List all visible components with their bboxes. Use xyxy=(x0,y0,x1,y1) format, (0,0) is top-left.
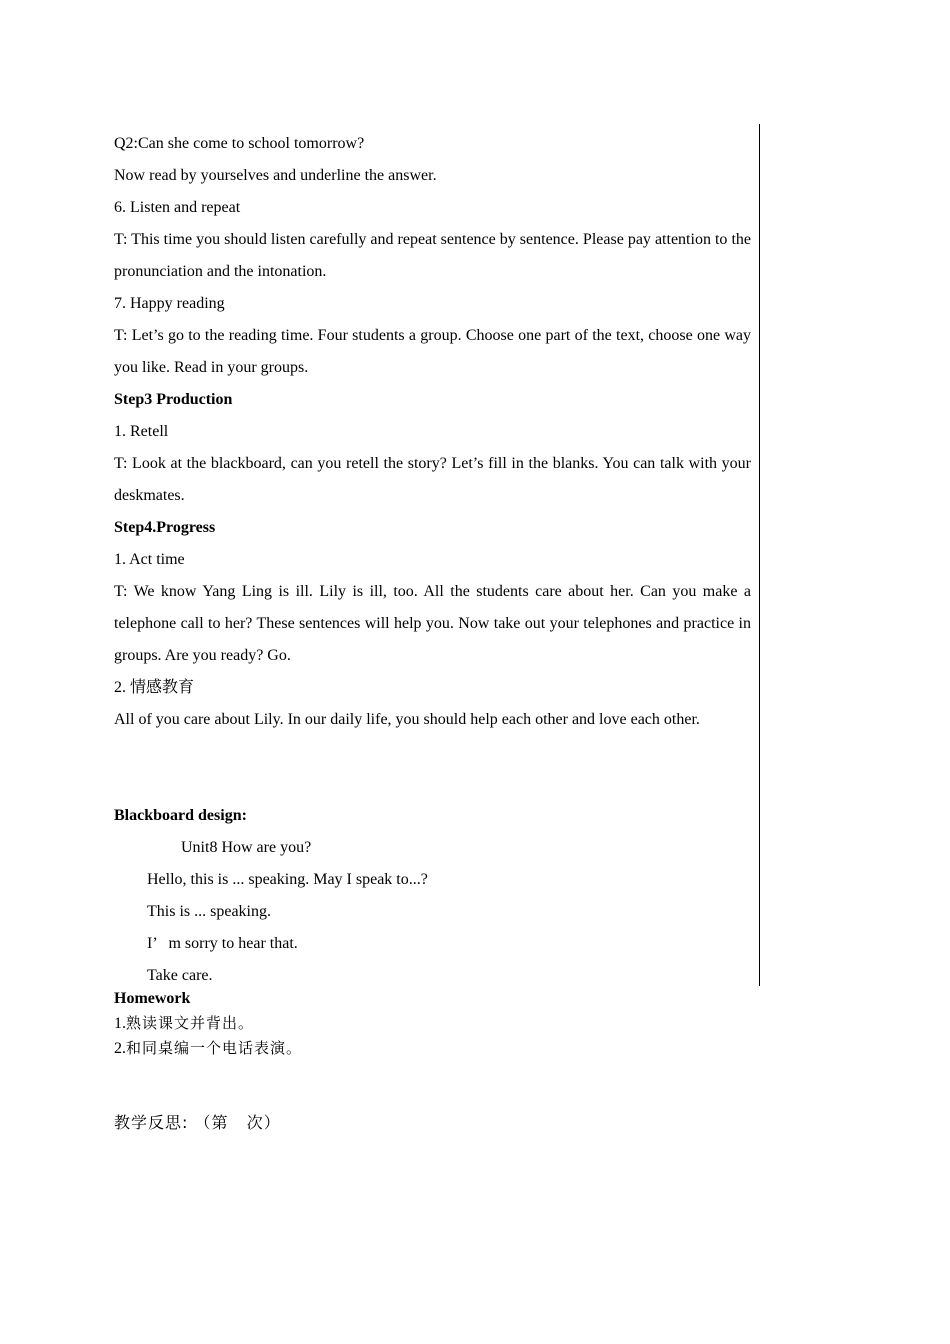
blackboard-unit-title: Unit8 How are you? xyxy=(181,839,312,856)
homework-section xyxy=(114,986,754,1061)
act-time-text: T: We know Yang Ling is ill. Lily is ill, too. All the students care about her. Can you make a telephone call to her? These sentences will help you. Now take out your telephones and practice in groups. Are you ready? Go. xyxy=(114,583,751,664)
homework-item-2 xyxy=(114,1036,754,1061)
lesson-body xyxy=(114,128,751,992)
homework-item-1 xyxy=(114,1011,754,1036)
emotion-education-title: 2. 情感教育 xyxy=(114,679,195,696)
blackboard-line: This is ... speaking. xyxy=(147,903,271,920)
emotion-education-text: All of you care about Lily. In our daily life, you should help each other and love each other. xyxy=(114,711,700,728)
blackboard-line: Hello, this is ... speaking. May I speak to...? xyxy=(147,871,428,888)
item-6-text: T: This time you should listen carefully and repeat sentence by sentence. Please pay attention to the pronunciation and the intonation. xyxy=(114,231,751,280)
homework-item-text: 和同桌编一个电话表演。 xyxy=(126,1039,303,1057)
homework-item-number: 1. xyxy=(114,1015,126,1032)
step4-heading: Step4.Progress xyxy=(114,519,216,536)
blackboard-line: I’ m sorry to hear that. xyxy=(147,935,298,952)
teaching-reflection-label: 教学反思: （第 次） xyxy=(114,1113,281,1132)
question-2: Q2:Can she come to school tomorrow? xyxy=(114,135,365,152)
homework-item-number: 2. xyxy=(114,1040,126,1057)
retell-title: 1. Retell xyxy=(114,423,169,440)
retell-text: T: Look at the blackboard, can you retell the story? Let’s fill in the blanks. You can talk with your deskmates. xyxy=(114,455,751,504)
act-time-title: 1. Act time xyxy=(114,551,185,568)
read-instruction: Now read by yourselves and underline the answer. xyxy=(114,167,437,184)
table-border-line xyxy=(759,124,760,986)
blank-space xyxy=(114,736,751,800)
item-7-text: T: Let’s go to the reading time. Four students a group. Choose one part of the text, choose one way you like. Read in your groups. xyxy=(114,327,751,376)
blackboard-line: Take care. xyxy=(147,967,213,984)
blackboard-heading: Blackboard design: xyxy=(114,807,247,824)
step3-heading: Step3 Production xyxy=(114,391,233,408)
homework-heading: Homework xyxy=(114,990,191,1007)
item-7-title: 7. Happy reading xyxy=(114,295,225,312)
homework-item-text: 熟读课文并背出。 xyxy=(126,1014,255,1032)
item-6-title: 6. Listen and repeat xyxy=(114,199,241,216)
